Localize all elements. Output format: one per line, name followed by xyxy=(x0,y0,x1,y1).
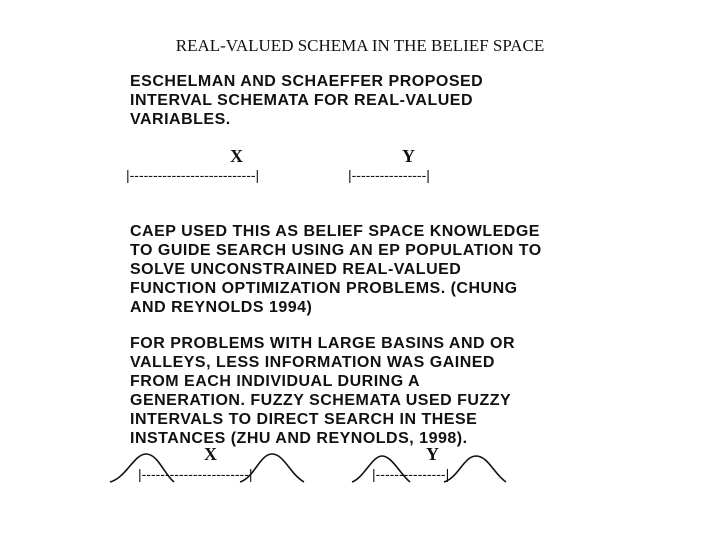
text-line: ESCHELMAN AND SCHAEFFER PROPOSED xyxy=(130,73,484,90)
text-line: AND REYNOLDS 1994) xyxy=(130,299,313,316)
x-fuzzy-variable-label: X xyxy=(204,444,217,464)
text-line: TO GUIDE SEARCH USING AN EP POPULATION TO xyxy=(130,242,542,259)
paragraph-interval-schemata xyxy=(130,72,483,129)
y-fuzzy-variable-label: Y xyxy=(426,444,439,464)
x-variable-label: X xyxy=(230,146,243,166)
slide-title: REAL-VALUED SCHEMA IN THE BELIEF SPACE xyxy=(175,36,545,55)
y-interval-bar: |----------------| xyxy=(348,167,430,183)
text-line: VALLEYS, LESS INFORMATION WAS GAINED xyxy=(130,354,495,371)
text-line: FUNCTION OPTIMIZATION PROBLEMS. (CHUNG xyxy=(130,280,518,297)
text-line: INSTANCES (ZHU AND REYNOLDS, 1998). xyxy=(130,430,468,447)
x-interval-bar: |---------------------------| xyxy=(126,167,260,183)
text-line: CAEP USED THIS AS BELIEF SPACE KNOWLEDGE xyxy=(130,223,540,240)
y-variable-label: Y xyxy=(402,146,415,166)
x-fuzzy-interval-bar: |-----------------------| xyxy=(138,466,253,482)
text-line: INTERVALS TO DIRECT SEARCH IN THESE xyxy=(130,411,478,428)
y-fuzzy-interval-bar: |---------------| xyxy=(372,466,450,482)
text-line: VARIABLES. xyxy=(130,111,231,128)
paragraph-fuzzy-schemata xyxy=(130,334,515,448)
text-line: GENERATION. FUZZY SCHEMATA USED FUZZY xyxy=(130,392,512,409)
text-line: FROM EACH INDIVIDUAL DURING A xyxy=(130,373,421,390)
y-right-fuzzy-curve xyxy=(444,456,506,482)
text-line: INTERVAL SCHEMATA FOR REAL-VALUED xyxy=(130,92,474,109)
text-line: SOLVE UNCONSTRAINED REAL-VALUED xyxy=(130,261,462,278)
paragraph-caep xyxy=(130,222,542,317)
text-line: FOR PROBLEMS WITH LARGE BASINS AND OR xyxy=(130,335,516,352)
